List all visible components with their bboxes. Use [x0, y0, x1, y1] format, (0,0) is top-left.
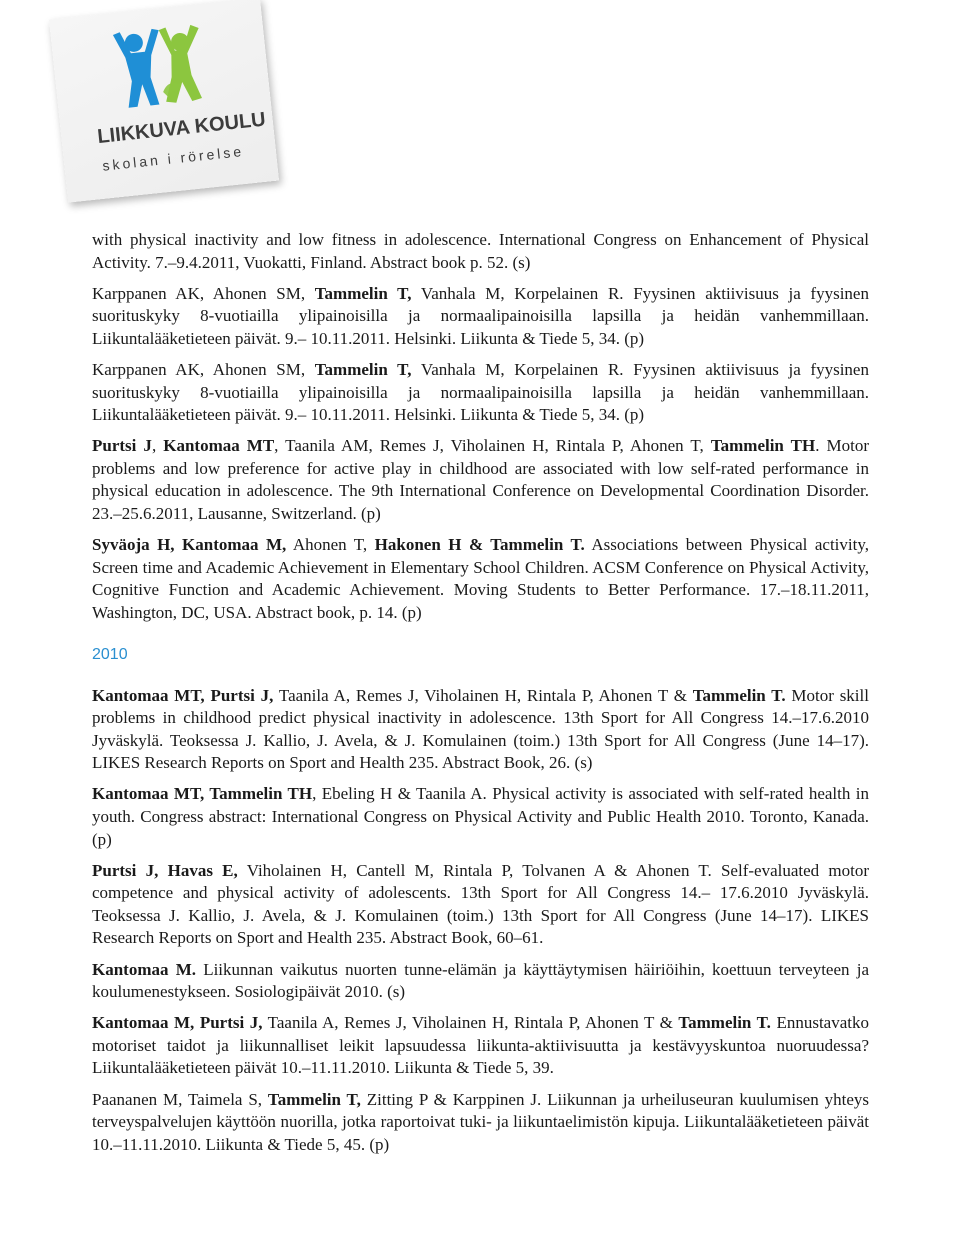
reference-entry [92, 359, 869, 427]
reference-text: Liikunnan vaikutus nuorten tunne-elämän ja käyttäytymisen häiriöihin, koettuun terveyteen ja koulumenestykseen. Sosiologipäivät 2010. (s) [92, 959, 869, 1002]
reference-entry [92, 229, 869, 274]
blue-figure-icon [113, 28, 167, 108]
reference-text: Associations between Physical activity, Screen time and Academic Achievement in Elementary School Children. ACSM Conference on Physical Activity, Cognitive Function and Academic Achievement. Moving Students to Better Performance. 17.–18.11.2011, Washington, DC, USA. Abstract book, p. 14. (p) [92, 535, 870, 622]
reference-text: Karppanen AK, Ahonen SM, [92, 359, 315, 379]
reference-text: Ennustavatko motoriset taidot ja liikunnalliset leikit lapsuudessa liikunta-aktiivisuutta ja kestävyyskuntoa nuoruudessa? Liikuntalääketieteen päivät 10.–11.11.2010. Liikunta & Tiede 5, 39. [92, 1013, 869, 1078]
author-bold: Purtsi J [92, 436, 152, 456]
reference-text: Vanhala M, Korpelainen R. Fyysinen aktiivisuus ja fyysinen suorituskyky 8-vuotiailla ylipainoisilla ja normaalipainoisilla lapsilla ja heidän vanhemmillaan. Liikuntalääketieteen päivät. 9.– 10.11.2011. Helsinki. Liikunta & Tiede 5, 34. (p) [92, 359, 869, 425]
year-heading-2010: 2010 [92, 645, 128, 663]
reference-entry [92, 1012, 869, 1080]
author-bold: Kantomaa MT, Purtsi J, [92, 685, 274, 705]
reference-text: Karppanen AK, Ahonen SM, [92, 283, 315, 303]
reference-entry [92, 685, 869, 775]
reference-entry [92, 959, 869, 1004]
reference-entry [92, 534, 869, 624]
reference-text: Taanila A, Remes J, Viholainen H, Rintala P, Ahonen T & [273, 685, 693, 705]
reference-text: , Taanila AM, Remes J, Viholainen H, Rintala P, Ahonen T, [274, 436, 711, 456]
author-bold: Hakonen H & Tammelin T. [374, 535, 585, 555]
author-bold: Tammelin T, [267, 1089, 361, 1109]
reference-text: Ahonen T, [286, 535, 375, 555]
liikkuva-koulu-logo [49, 0, 279, 203]
author-bold: Purtsi J, Havas E, [92, 860, 238, 880]
reference-text: Zitting P & Karppinen J. Liikunnan ja urheiluseuran kuulumisen yhteys terveyspalvelujen käyttöön nuorilla, jotka raportoivat tuki- ja liikuntaelimistön kipuja. Liikuntalääketieteen päivät 10.–11.11.2010. Liikunta & Tiede 5, 45. (p) [92, 1089, 869, 1154]
author-bold: Syväoja H, Kantomaa M, [92, 535, 287, 555]
author-bold: Kantomaa M, Purtsi J, [92, 1013, 263, 1033]
author-bold: Tammelin T. [678, 1013, 771, 1033]
author-bold: Tammelin T, [314, 359, 412, 379]
reference-text: Vanhala M, Korpelainen R. Fyysinen aktiivisuus ja fyysinen suorituskyky 8-vuotiailla ylipainoisilla ja normaalipainoisilla lapsilla ja heidän vanhemmillaan. Liikuntalääketieteen päivät. 9.– 10.11.2011. Helsinki. Liikunta & Tiede 5, 34. (p) [92, 283, 869, 348]
reference-text: Motor skill problems in childhood predict physical inactivity in adolescence. 13th Sport for All Congress 14.–17.6.2010 Jyväskylä. Teoksessa J. Kallio, J. Avela, & J. Komulainen (toim.) 13th Sport for All Congress (June 14–17). LIKES Research Reports on Sport and Health 235. Abstract Book, 26. (s) [92, 685, 869, 773]
entries-2010 [92, 685, 869, 1157]
author-bold: Tammelin T. [692, 685, 786, 705]
reference-entry [92, 283, 869, 351]
green-figure-icon [156, 24, 206, 104]
author-bold: Kantomaa MT, Tammelin TH [92, 784, 313, 804]
reference-entry [92, 860, 869, 950]
reference-text: with physical inactivity and low fitness in adolescence. International Congress on Enhancement of Physical Activity. 7.–9.4.2011, Vuokatti, Finland. Abstract book p. 52. (s) [92, 230, 869, 272]
logo-name: LIIKKUVA KOULU [96, 108, 267, 149]
reference-entry [92, 435, 869, 525]
reference-text: Paananen M, Taimela S, [92, 1089, 268, 1109]
reference-text: Taanila A, Remes J, Viholainen H, Rintala P, Ahonen T & [262, 1013, 679, 1033]
entries-2011 [92, 229, 869, 625]
reference-text: . Motor problems and low preference for active play in childhood are associated with low self-rated performance in physical education in adolescence. The 9th International Conference on Developmental Coordination Disorder. 23.–25.6.2011, Lausanne, Switzerland. (p) [92, 436, 869, 524]
publication-list [92, 229, 869, 1156]
author-bold: Kantomaa MT [163, 436, 275, 456]
reference-entry [92, 1089, 869, 1157]
reference-text: Viholainen H, Cantell M, Rintala P, Tolvanen A & Ahonen T. Self-evaluated motor competence and physical activity of adolescents. 13th Sport for All Congress 14.– 17.6.2010 Jyväskylä. Teoksessa J. Kallio, J. Avela, & J. Komulainen (toim.) 13th Sport for All Congress (June 14–17). LIKES Research Reports on Sport and Health 235. Abstract Book, 60–61. [92, 860, 869, 948]
reference-text: , [151, 436, 164, 456]
reference-text: , Ebeling H & Taanila A. Physical activity is associated with self-rated health in youth. Congress abstract: International Congress on Physical Activity and Public Health 2010. Toronto, Kanada. (p) [92, 784, 869, 849]
author-bold: Kantomaa M. [92, 959, 196, 979]
author-bold: Tammelin T, [314, 283, 412, 303]
author-bold: Tammelin TH [710, 436, 816, 456]
reference-entry [92, 783, 869, 851]
logo-tagline: skolan i rörelse [101, 142, 245, 174]
